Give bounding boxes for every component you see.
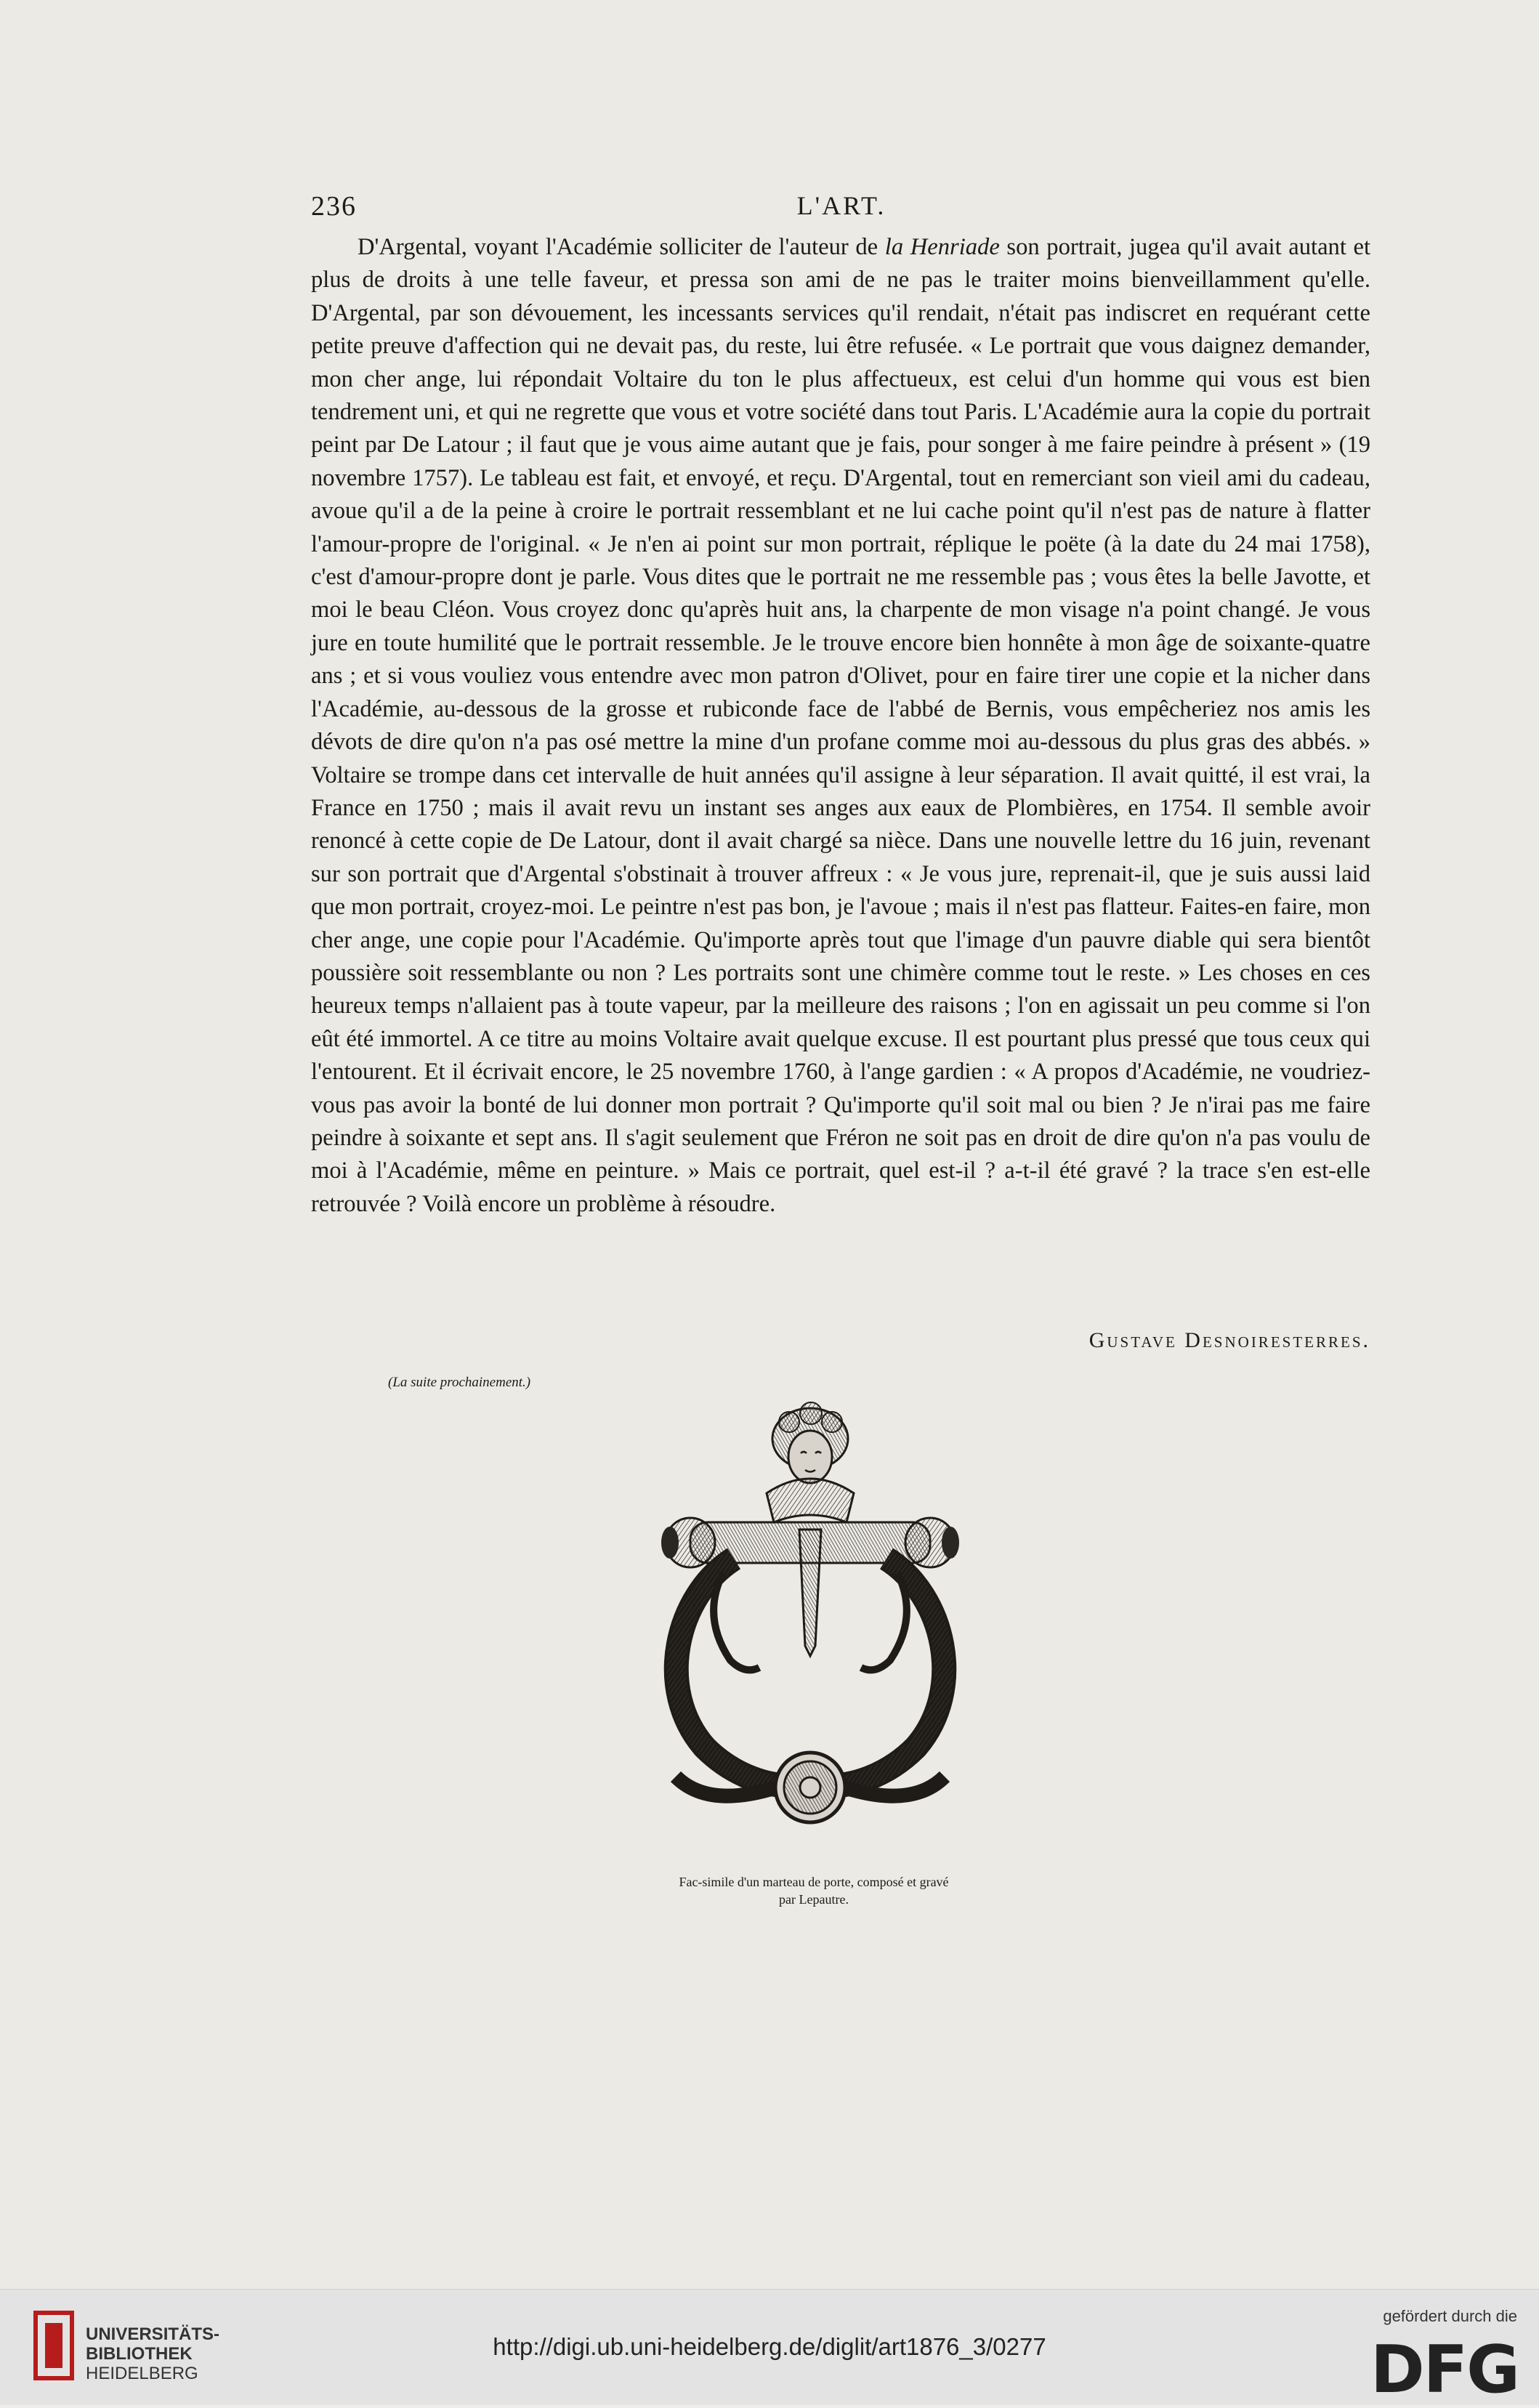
- text-after-title: son portrait, jugea qu'il avait autant et plus de droits à une telle faveur, et pressa son ami de ne pas le traiter moins bienveillamment qu'elle. D'Argental, par son dévouement, les incessants services qu'il rendait, n'était pas indiscret en requérant cette petite preuve d'affection qui ne devait pas, du reste, lui être refusée. « Le portrait que vous daignez demander, mon cher ange, lui répondait Voltaire du ton le plus affectueux, est celui d'un homme qui vous est bien tendrement uni, et qui ne regrette que vous et votre société dans tout Paris. L'Académie aura la copie du portrait peint par De Latour ; il faut que je vous aime autant que je fais, pour songer à me faire peindre à présent » (19 novembre 1757). Le tableau est fait, et envoyé, et reçu. D'Argental, tout en remerciant son vieil ami du cadeau, avoue qu'il a de la peine à croire le portrait ressemblant et ne lui cache point qu'il n'est pas de nature à flatter l'amour-propre de l'original. « Je n'en ai point sur mon portrait, réplique le poëte (à la date du 24 mai 1758), c'est d'amour-propre dont je parle. Vous dites que le portrait ne me ressemble pas ; vous êtes la belle Javotte, et moi le beau Cléon. Vous croyez donc qu'après huit ans, la charpente de mon visage n'a point changé. Je vous jure en toute humilité que le portrait ressemble. Je le trouve encore bien honnête à mon âge de soixante-quatre ans ; et si vous vouliez vous entendre avec mon patron d'Olivet, pour en faire tirer une copie et la nicher dans l'Académie, au-dessous de la grosse et rubiconde face de l'abbé de Bernis, vous empêcheriez nos amis les dévots de dire qu'on n'a pas osé mettre la mine d'un profane comme moi au-dessous du plus gras des abbés. » Voltaire se trompe dans cet intervalle de huit années qu'il assigne à leur séparation. Il avait quitté, il est vrai, la France en 1750 ; mais il avait revu un instant ses anges aux eaux de Plombières, en 1754. Il semble avoir renoncé à cette copie de De Latour, dont il avait chargé sa nièce. Dans une nouvelle lettre du 16 juin, revenant sur son portrait que d'Argental s'obstinait à trouver affreux : « Je vous jure, reprenait-il, que je suis aussi laid que mon portrait, croyez-moi. Le peintre n'est pas bon, je l'avoue ; mais il n'est pas flatteur. Faites-en faire, mon cher ange, une copie pour l'Académie. Qu'importe après tout que l'image d'un pauvre diable qui sera bientôt poussière soit ressemblante ou non ? Les portraits sont une chimère comme tout le reste. » Les choses en ces heureux temps n'allaient pas à toute vapeur, par la meilleure des raisons ; l'on en agissait un peu comme si l'on eût été immortel. A ce titre au moins Voltaire avait quelque excuse. Il est pourtant plus pressé que tous ceux qui l'entourent. Et il écrivait encore, le 25 novembre 1760, à l'ange gardien : « A propos d'Académie, ne voudriez-vous pas avoir la bonté de lui donner mon portrait ? Qu'importe qu'il soit mal ou bien ? Je n'irai pas me faire peindre à soixante et sept ans. Il s'agit seulement que Fréron ne soit pas en droit de dire qu'on n'a pas voulu de moi à l'Académie, même en peinture. » Mais ce portrait, quel est-il ? a-t-il été gravé ? la trace s'en est-elle retrouvée ? Voilà encore un problème à résoudre.: [311, 234, 1371, 1217]
- door-knocker-engraving: [647, 1384, 974, 1886]
- figure-caption: [639, 1873, 988, 1908]
- funded-by-label: gefördert durch die: [1383, 2307, 1517, 2325]
- knocker-head: [767, 1402, 854, 1522]
- book-title: la Henriade: [884, 234, 1000, 260]
- page-header: [311, 190, 1372, 234]
- text-before-title: D'Argental, voyant l'Académie solliciter de l'auteur de: [358, 234, 885, 260]
- continuation-note: (La suite prochainement.): [388, 1375, 531, 1390]
- running-title: L'ART.: [796, 191, 886, 220]
- dfg-logo: DFG: [1370, 2332, 1519, 2408]
- document-url-link[interactable]: http://digi.ub.uni-heidelberg.de/diglit/art1876_3/0277: [493, 2333, 1046, 2360]
- author-signature: Gustave Desnoiresterres.: [1088, 1328, 1370, 1352]
- caption-line: par Lepautre.: [779, 1892, 849, 1907]
- university-library-name: UNIVERSITÄTS- BIBLIOTHEK HEIDELBERG: [86, 2324, 220, 2383]
- article-paragraph: [311, 231, 1370, 1221]
- viewer-footer: [0, 2289, 1539, 2408]
- article-body: [311, 231, 1370, 1221]
- caption-line: Fac-simile d'un marteau de porte, composé et gravé: [679, 1875, 949, 1889]
- page-number: 236: [311, 191, 357, 222]
